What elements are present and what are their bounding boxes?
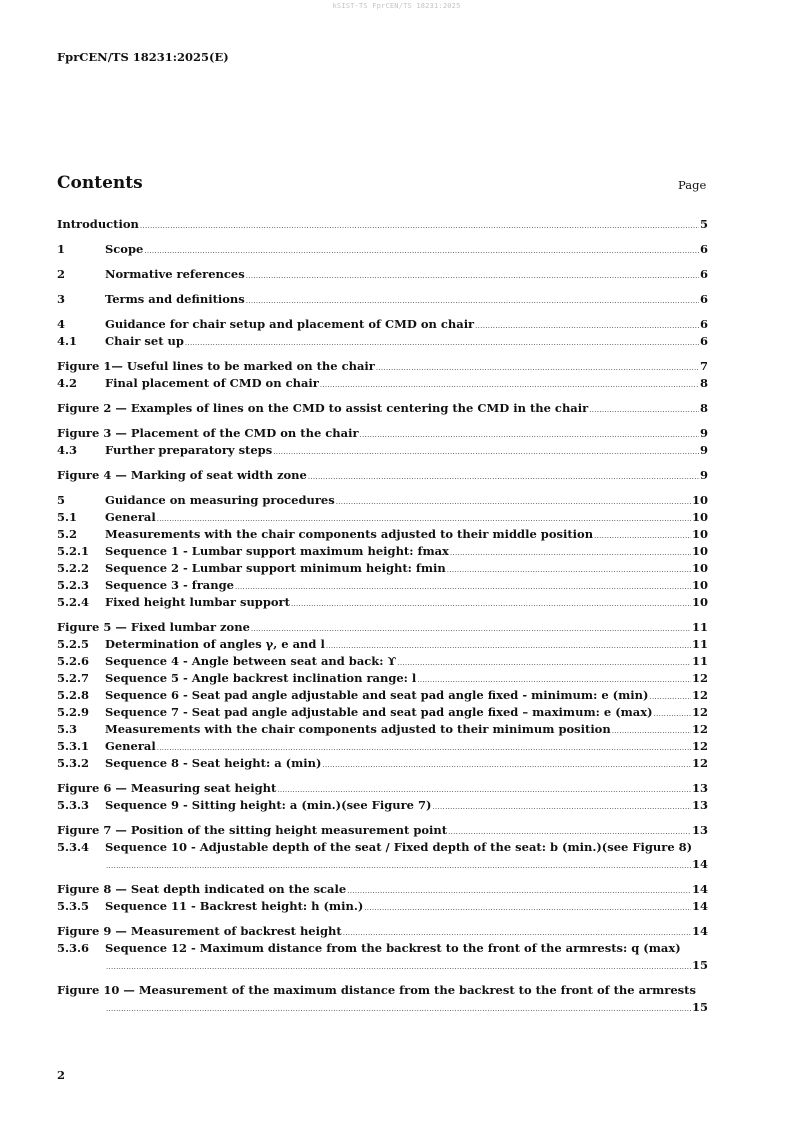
- toc-page: 10: [691, 578, 708, 592]
- toc-page: 7: [699, 359, 708, 373]
- toc-leader: [106, 858, 691, 875]
- toc-leader: [246, 268, 699, 285]
- toc-page: 9: [699, 443, 708, 457]
- page-column-label: Page: [678, 178, 707, 192]
- toc-number: 4.3: [57, 443, 78, 457]
- toc-entry[interactable]: [57, 425, 708, 442]
- toc-label: Measurements with the chair components adjusted to their minimum position: [105, 722, 611, 736]
- toc-entry[interactable]: [57, 704, 708, 721]
- toc-entry[interactable]: [57, 940, 708, 974]
- toc-label: Determination of angles γ, e and l: [105, 637, 325, 651]
- toc-entry[interactable]: [57, 687, 708, 704]
- toc-number: 5.2.4: [57, 595, 90, 609]
- toc-entry[interactable]: [57, 358, 708, 375]
- toc-label: Introduction: [57, 217, 139, 231]
- toc-number: 5.2.1: [57, 544, 90, 558]
- toc-page: 10: [691, 510, 708, 524]
- toc-leader: [308, 469, 699, 486]
- toc-entry[interactable]: [57, 291, 708, 308]
- toc-leader: [432, 799, 691, 816]
- toc-entry[interactable]: [57, 797, 708, 814]
- toc-number: 5.3.4: [57, 840, 90, 854]
- page-number: 2: [57, 1068, 66, 1082]
- toc-label: Sequence 10 - Adjustable depth of the seat / Fixed depth of the seat: b (min.)(see Figure 8): [105, 840, 693, 854]
- toc-leader: [364, 900, 691, 917]
- toc-number: 5.2.9: [57, 705, 90, 719]
- toc-entry[interactable]: [57, 316, 708, 333]
- toc-entry[interactable]: [57, 619, 708, 636]
- toc-entry[interactable]: [57, 755, 708, 772]
- toc-number: 5.2.3: [57, 578, 90, 592]
- toc-number: 5.3.3: [57, 798, 90, 812]
- toc-entry[interactable]: [57, 492, 708, 509]
- toc-number: 5.3.2: [57, 756, 90, 770]
- toc-leader: [106, 959, 691, 976]
- toc-entry[interactable]: [57, 594, 708, 611]
- toc-entry[interactable]: [57, 526, 708, 543]
- toc-page: 12: [691, 688, 708, 702]
- toc-label: General: [105, 510, 156, 524]
- toc-leader: [246, 293, 699, 310]
- toc-page: 13: [691, 823, 708, 837]
- toc-label: Sequence 2 - Lumbar support minimum height: fmin: [105, 561, 446, 575]
- document-id: FprCEN/TS 18231:2025(E): [57, 50, 229, 64]
- toc-page: 6: [699, 317, 708, 331]
- toc-page: 8: [699, 376, 708, 390]
- toc-label: Sequence 5 - Angle backrest inclination range: l: [105, 671, 417, 685]
- toc-page: 6: [699, 267, 708, 281]
- toc-label: Guidance on measuring procedures: [105, 493, 335, 507]
- toc-number: 5.3.6: [57, 941, 90, 955]
- toc-label: Guidance for chair setup and placement of CMD on chair: [105, 317, 475, 331]
- toc-entry[interactable]: [57, 577, 708, 594]
- toc-page: 14: [691, 924, 708, 938]
- toc-entry[interactable]: [57, 442, 708, 459]
- toc-label: Sequence 9 - Sitting height: a (min.)(see Figure 7): [105, 798, 432, 812]
- toc-label: Sequence 3 - frange: [105, 578, 234, 592]
- toc-number: 5.2.6: [57, 654, 90, 668]
- toc-entry[interactable]: [57, 653, 708, 670]
- table-of-contents: [57, 216, 708, 1016]
- toc-number: 5.2.7: [57, 671, 90, 685]
- toc-leader: [106, 1001, 691, 1018]
- toc-page: 10: [691, 527, 708, 541]
- toc-leader: [320, 377, 699, 394]
- toc-leader: [144, 243, 699, 260]
- toc-entry[interactable]: [57, 636, 708, 653]
- toc-page: 8: [699, 401, 708, 415]
- toc-label: Sequence 8 - Seat height: a (min): [105, 756, 322, 770]
- toc-entry[interactable]: [57, 241, 708, 258]
- toc-label: Figure 9 — Measurement of backrest height: [57, 924, 342, 938]
- toc-label: Figure 5 — Fixed lumbar zone: [57, 620, 250, 634]
- toc-page: 15: [691, 958, 708, 972]
- toc-label: Figure 8 — Seat depth indicated on the scale: [57, 882, 347, 896]
- toc-page: 9: [699, 468, 708, 482]
- toc-label: Figure 2 — Examples of lines on the CMD to assist centering the CMD in the chair: [57, 401, 589, 415]
- watermark: kSIST-TS FprCEN/TS 18231:2025: [332, 2, 461, 10]
- toc-page: 6: [699, 242, 708, 256]
- toc-page: 6: [699, 334, 708, 348]
- toc-label: Sequence 7 - Seat pad angle adjustable and seat pad angle fixed – maximum: e (max): [105, 705, 653, 719]
- toc-label: Figure 4 — Marking of seat width zone: [57, 468, 307, 482]
- toc-label: Normative references: [105, 267, 245, 281]
- toc-leader: [589, 402, 699, 419]
- toc-number: 5.3.5: [57, 899, 90, 913]
- toc-label: Figure 7 — Position of the sitting height measurement point: [57, 823, 448, 837]
- toc-page: 13: [691, 781, 708, 795]
- toc-entry[interactable]: [57, 721, 708, 738]
- toc-page: 11: [691, 620, 708, 634]
- toc-number: 3: [57, 292, 66, 306]
- toc-label: Further preparatory steps: [105, 443, 273, 457]
- toc-number: 4: [57, 317, 66, 331]
- toc-entry[interactable]: [57, 738, 708, 755]
- toc-entry[interactable]: [57, 509, 708, 526]
- toc-label: Sequence 1 - Lumbar support maximum height: fmax: [105, 544, 449, 558]
- toc-label: Sequence 4 - Angle between seat and back: ϒ: [105, 654, 397, 668]
- toc-entry[interactable]: [57, 923, 708, 940]
- toc-label: Scope: [105, 242, 144, 256]
- toc-page: 9: [699, 426, 708, 440]
- toc-page: 12: [691, 722, 708, 736]
- toc-entry[interactable]: [57, 543, 708, 560]
- toc-page: 11: [691, 637, 708, 651]
- toc-entry[interactable]: [57, 216, 708, 233]
- toc-leader: [273, 444, 699, 461]
- toc-page: 10: [691, 561, 708, 575]
- toc-page: 15: [691, 1000, 708, 1014]
- toc-page: 12: [691, 739, 708, 753]
- toc-entry[interactable]: [57, 266, 708, 283]
- toc-label: Measurements with the chair components adjusted to their middle position: [105, 527, 594, 541]
- toc-page: 10: [691, 493, 708, 507]
- toc-label: Figure 10 — Measurement of the maximum distance from the backrest to the front of the armrests: [57, 983, 696, 997]
- toc-number: 5.2: [57, 527, 78, 541]
- toc-page: 12: [691, 756, 708, 770]
- toc-number: 5: [57, 493, 66, 507]
- toc-entry[interactable]: [57, 780, 708, 797]
- toc-entry[interactable]: [57, 822, 708, 839]
- toc-entry[interactable]: [57, 560, 708, 577]
- toc-leader: [140, 218, 699, 235]
- toc-page: 6: [699, 292, 708, 306]
- toc-label: Figure 3 — Placement of the CMD on the chair: [57, 426, 359, 440]
- toc-leader: [322, 757, 691, 774]
- contents-title: Contents: [57, 173, 143, 193]
- toc-label: Figure 1— Useful lines to be marked on the chair: [57, 359, 375, 373]
- toc-entry[interactable]: [57, 670, 708, 687]
- toc-entry[interactable]: [57, 333, 708, 350]
- toc-entry[interactable]: [57, 839, 708, 873]
- toc-leader: [291, 596, 691, 613]
- toc-number: 5.3.1: [57, 739, 90, 753]
- toc-number: 1: [57, 242, 66, 256]
- toc-number: 4.2: [57, 376, 78, 390]
- toc-number: 5.2.8: [57, 688, 90, 702]
- toc-label: Chair set up: [105, 334, 184, 348]
- toc-page: 10: [691, 595, 708, 609]
- toc-number: 4.1: [57, 334, 78, 348]
- toc-page: 14: [691, 857, 708, 871]
- toc-label: Sequence 12 - Maximum distance from the backrest to the front of the armrests: q (max): [105, 941, 681, 955]
- toc-label: General: [105, 739, 156, 753]
- toc-page: 12: [691, 671, 708, 685]
- toc-label: Final placement of CMD on chair: [105, 376, 319, 390]
- toc-label: Figure 6 — Measuring seat height: [57, 781, 277, 795]
- toc-number: 2: [57, 267, 66, 281]
- toc-page: 13: [691, 798, 708, 812]
- toc-number: 5.2.5: [57, 637, 90, 651]
- toc-page: 14: [691, 882, 708, 896]
- toc-label: Sequence 6 - Seat pad angle adjustable and seat pad angle fixed - minimum: e (min): [105, 688, 649, 702]
- toc-page: 10: [691, 544, 708, 558]
- toc-leader: [185, 335, 699, 352]
- toc-entry[interactable]: [57, 881, 708, 898]
- toc-entry[interactable]: [57, 898, 708, 915]
- toc-label: Terms and definitions: [105, 292, 245, 306]
- toc-entry[interactable]: [57, 375, 708, 392]
- toc-number: 5.1: [57, 510, 78, 524]
- toc-page: 5: [699, 217, 708, 231]
- toc-entry[interactable]: [57, 467, 708, 484]
- toc-number: 5.3: [57, 722, 78, 736]
- toc-entry[interactable]: [57, 982, 708, 1016]
- toc-number: 5.2.2: [57, 561, 90, 575]
- toc-page: 11: [691, 654, 708, 668]
- toc-label: Fixed height lumbar support: [105, 595, 290, 609]
- toc-entry[interactable]: [57, 400, 708, 417]
- toc-page: 14: [691, 899, 708, 913]
- toc-page: 12: [691, 705, 708, 719]
- toc-label: Sequence 11 - Backrest height: h (min.): [105, 899, 364, 913]
